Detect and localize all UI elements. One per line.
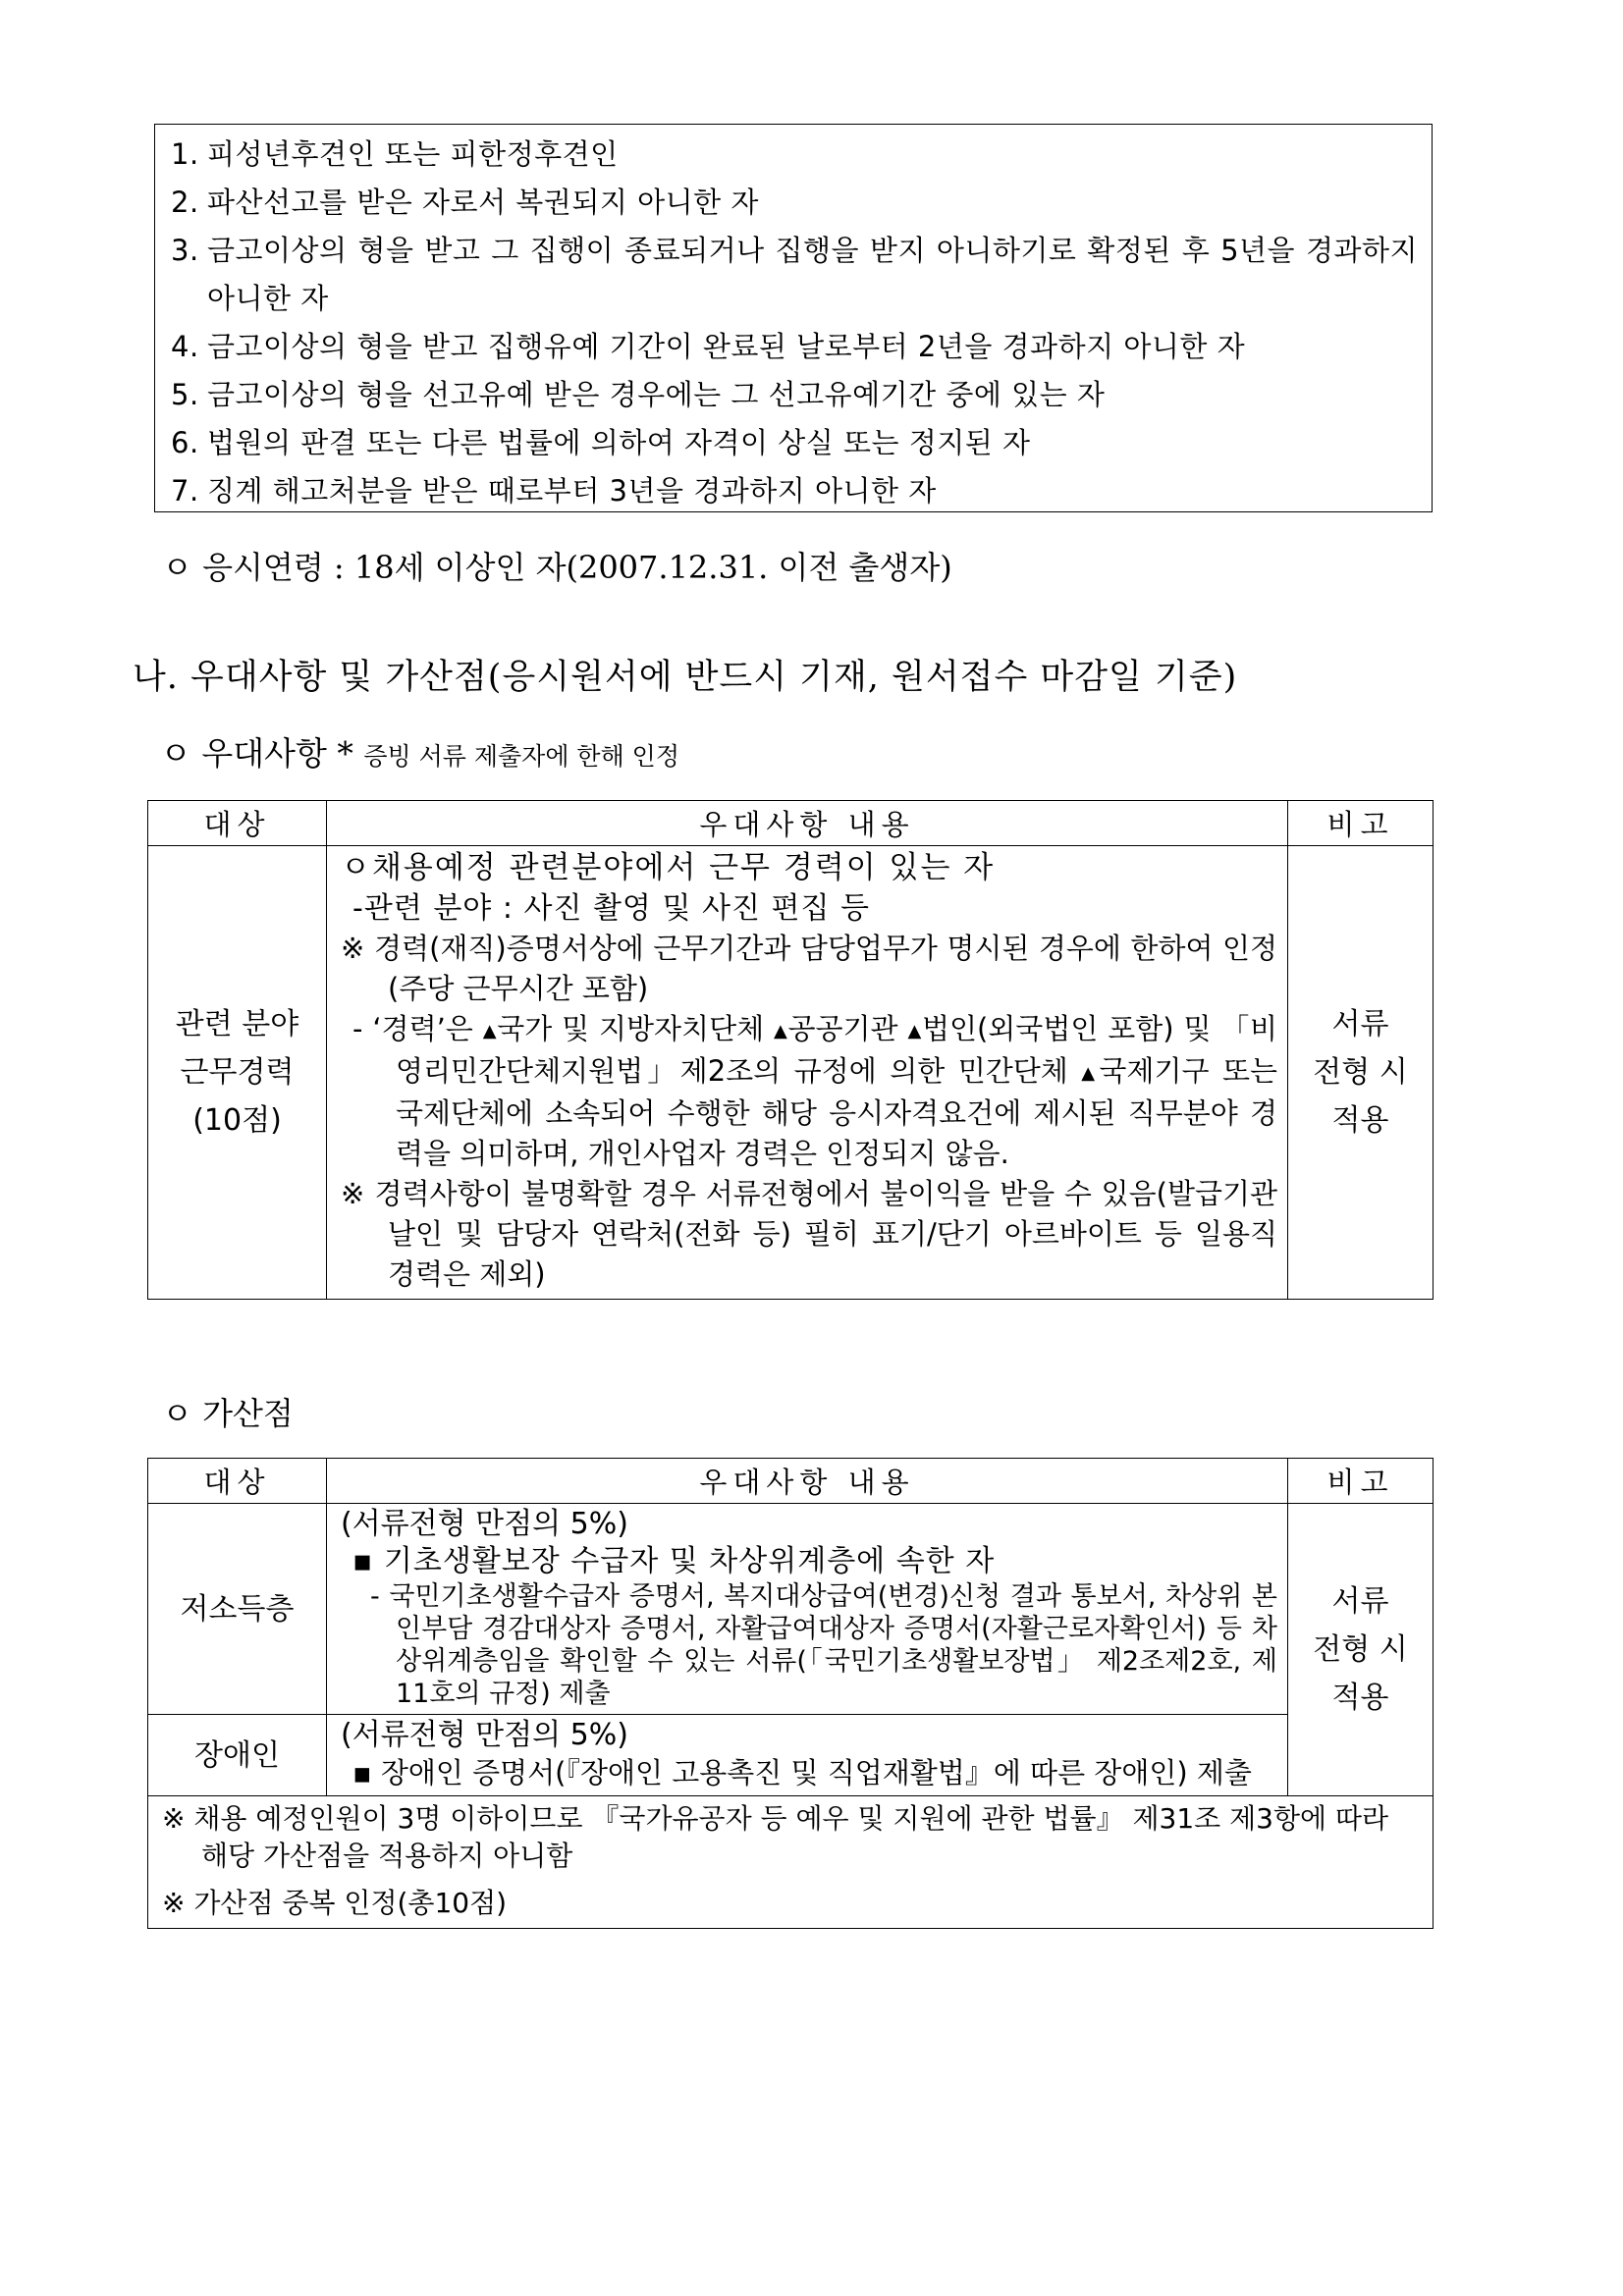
list-item: 7. 징계 해고처분을 받은 때로부터 3년을 경과하지 아니한 자 [171,474,937,507]
triangle-bullet-icon: ▲ [1081,1063,1100,1084]
content-cell: (서류전형 만점의 5%) ▪ 기초생활보장 수급자 및 차상위계층에 속한 자 - 국민기초생활수급자 증명서, 복지대상급여(변경)신청 결과 통보서, 차상위 본인부담 경감대상자 증명서, 자활급여대상자 증명서(자활근로자확인서) 등 차상위계층임을 확인할 수 있는 서류(「국민기초생활보장법」 제2조제2호, 제11호의 규정) 제출 [327,1504,1288,1715]
header-target: 대상 [148,1459,327,1504]
category-cell: 관련 분야 근무경력 (10점) [148,846,327,1300]
triangle-bullet-icon: ▲ [907,1021,922,1041]
preference-table [147,800,1434,1300]
header-target: 대상 [148,801,327,846]
header-content: 우대사항 내용 [327,801,1288,846]
disqualification-box [154,124,1433,512]
content-cell: (서류전형 만점의 5%) ▪ 장애인 증명서(『장애인 고용촉진 및 직업재활법』에 따른 장애인) 제출 [327,1715,1288,1796]
table-row [148,1796,1434,1929]
table-row [148,846,1434,1300]
table-header-row [148,801,1434,846]
list-item: 1. 피성년후견인 또는 피한정후견인 [171,137,619,171]
section-b-title: 나. 우대사항 및 가산점(응시원서에 반드시 기재, 원서접수 마감일 기준) [133,658,1238,697]
career-definition: - ‘경력’은 ▲국가 및 지방자치단체 ▲공공기관 ▲법인(외국법인 포함) 및 「비영리민간단체지원법」제2조의 규정에 의한 민간단체 ▲국제기구 또는 국제단체에 소속되어 수행한 해당 응시자격요건에 제시된 직무분야 경력을 의미하며, 개인사업자 경력은 인정되지 않음. [352,1012,1278,1170]
note-cell: 서류 전형 시 적용 [1288,1504,1434,1796]
category-cell: 저소득층 [148,1504,327,1715]
preference-heading [160,728,679,774]
note-cell: 서류 전형 시 적용 [1288,846,1434,1300]
category-cell: 장애인 [148,1715,327,1796]
list-item: 6. 법원의 판결 또는 다른 법률에 의하여 자격이 상실 또는 정지된 자 [171,426,1031,459]
list-item: 3. 금고이상의 형을 받고 그 집행이 종료되거나 집행을 받지 아니하기로 확정된 후 5년을 경과하지 아니한 자 [171,234,1418,315]
footnote-cell: ※ 채용 예정인원이 3명 이하이므로 『국가유공자 등 예우 및 지원에 관한 법률』 제31조 제3항에 따라 해당 가산점을 적용하지 아니함 ※ 가산점 중복 인정(총10점) [148,1796,1434,1929]
list-item: 2. 파산선고를 받은 자로서 복권되지 아니한 자 [171,186,759,219]
content-cell: ㅇ채용예정 관련분야에서 근무 경력이 있는 자 -관련 분야 : 사진 촬영 및 사진 편집 등 ※ 경력(재직)증명서상에 근무기간과 담당업무가 명시된 경우에 한하여 인정(주당 근무시간 포함) - ‘경력’은 ▲국가 및 지방자치단체 ▲공공기관 ▲법인(외국법인 포함) 및 「비영리민간단체지원법」제2조의 규정에 의한 민간단체 ▲국제기구 또는 국제단체에 소속되어 수행한 해당 응시자격요건에 제시된 직무분야 경력을 의미하며, 개인사업자 경력은 인정되지 않음. ※ 경력사항이 불명확할 경우 서류전형에서 불이익을 받을 수 있음(발급기관 날인 및 담당자 연락처(전화 등) 필히 표기/단기 아르바이트 등 일용직 경력은 제외) [327,846,1288,1300]
header-content: 우대사항 내용 [327,1459,1288,1504]
age-requirement: ㅇ 응시연령 : 18세 이상인 자(2007.12.31. 이전 출생자) [162,549,952,586]
list-item: 4. 금고이상의 형을 받고 집행유예 기간이 완료된 날로부터 2년을 경과하지 아니한 자 [171,330,1246,363]
header-note: 비고 [1288,801,1434,846]
table-header-row [148,1459,1434,1504]
triangle-bullet-icon: ▲ [773,1021,788,1041]
triangle-bullet-icon: ▲ [482,1021,498,1041]
table-row [148,1715,1434,1796]
bonus-heading: ㅇ 가산점 [162,1395,294,1432]
table-row [148,1504,1434,1715]
list-item: 5. 금고이상의 형을 선고유예 받은 경우에는 그 선고유예기간 중에 있는 자 [171,378,1106,411]
preference-heading-text: ㅇ 우대사항 * [160,734,353,773]
preference-heading-note: 증빙 서류 제출자에 한해 인정 [363,742,679,771]
bonus-table [147,1458,1434,1929]
header-note: 비고 [1288,1459,1434,1504]
